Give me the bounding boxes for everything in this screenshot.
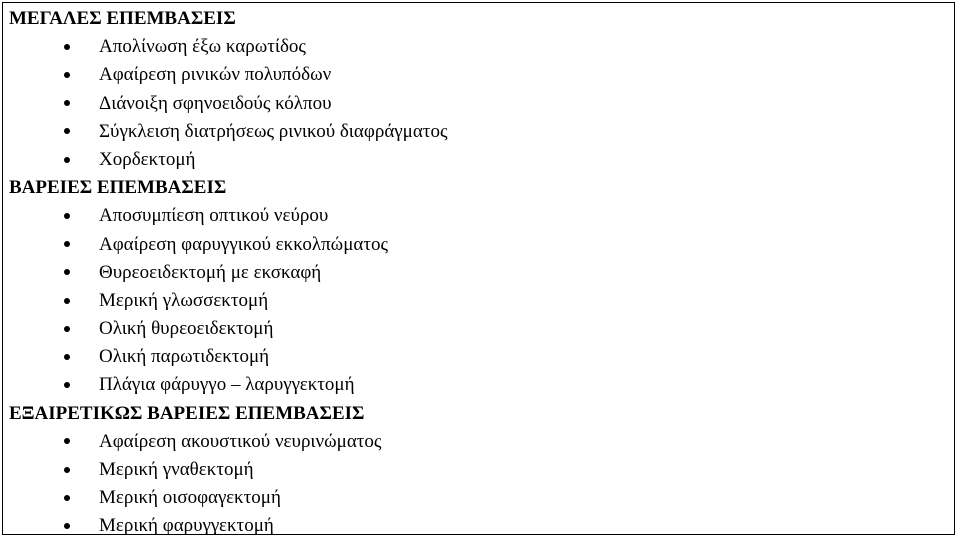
bullet-icon <box>62 231 72 259</box>
bullet-icon <box>62 202 72 230</box>
list-item: Χορδεκτομή <box>9 146 949 174</box>
list-item: Θυρεοειδεκτομή με εκσκαφή <box>9 259 949 287</box>
bullet-icon <box>62 118 72 146</box>
list-item: Απολίνωση έξω καρωτίδος <box>9 33 949 61</box>
list-item: Μερική γλωσσεκτομή <box>9 287 949 315</box>
list-item: Πλάγια φάρυγγο – λαρυγγεκτομή <box>9 371 949 399</box>
bullet-icon <box>62 287 72 315</box>
surgery-list <box>9 5 949 541</box>
document-frame <box>2 2 955 535</box>
list-item: Διάνοιξη σφηνοειδούς κόλπου <box>9 90 949 118</box>
list-item: Ολική θυρεοειδεκτομή <box>9 315 949 343</box>
section-heading-major: ΜΕΓΑΛΕΣ ΕΠΕΜΒΑΣΕΙΣ <box>9 8 236 29</box>
list-item: Μερική φαρυγγεκτομή <box>9 512 949 540</box>
list-item: Αφαίρεση φαρυγγικού εκκολπώματος <box>9 231 949 259</box>
list-item: Σύγκλειση διατρήσεως ρινικού διαφράγματος <box>9 118 949 146</box>
bullet-icon <box>62 371 72 399</box>
bullet-icon <box>62 512 72 540</box>
bullet-icon <box>62 428 72 456</box>
list-item: Ολική παρωτιδεκτομή <box>9 343 949 371</box>
bullet-icon <box>62 146 72 174</box>
bullet-icon <box>62 33 72 61</box>
list-item: Μερική γναθεκτομή <box>9 456 949 484</box>
bullet-icon <box>62 90 72 118</box>
list-item: Αφαίρεση ακουστικού νευρινώματος <box>9 428 949 456</box>
bullet-icon <box>62 61 72 89</box>
section-heading-severe: ΒΑΡΕΙΕΣ ΕΠΕΜΒΑΣΕΙΣ <box>9 177 227 199</box>
bullet-icon <box>62 456 72 484</box>
bullet-icon <box>62 343 72 371</box>
list-item: Αφαίρεση ρινικών πολυπόδων <box>9 61 949 89</box>
bullet-icon <box>62 315 72 343</box>
list-item: Αποσυμπίεση οπτικού νεύρου <box>9 202 949 230</box>
section-heading-exceptionally-severe: ΕΞΑΙΡΕΤΙΚΩΣ ΒΑΡΕΙΕΣ ΕΠΕΜΒΑΣΕΙΣ <box>9 402 365 424</box>
bullet-icon <box>62 259 72 287</box>
bullet-icon <box>62 484 72 512</box>
list-item: Μερική οισοφαγεκτομή <box>9 484 949 512</box>
